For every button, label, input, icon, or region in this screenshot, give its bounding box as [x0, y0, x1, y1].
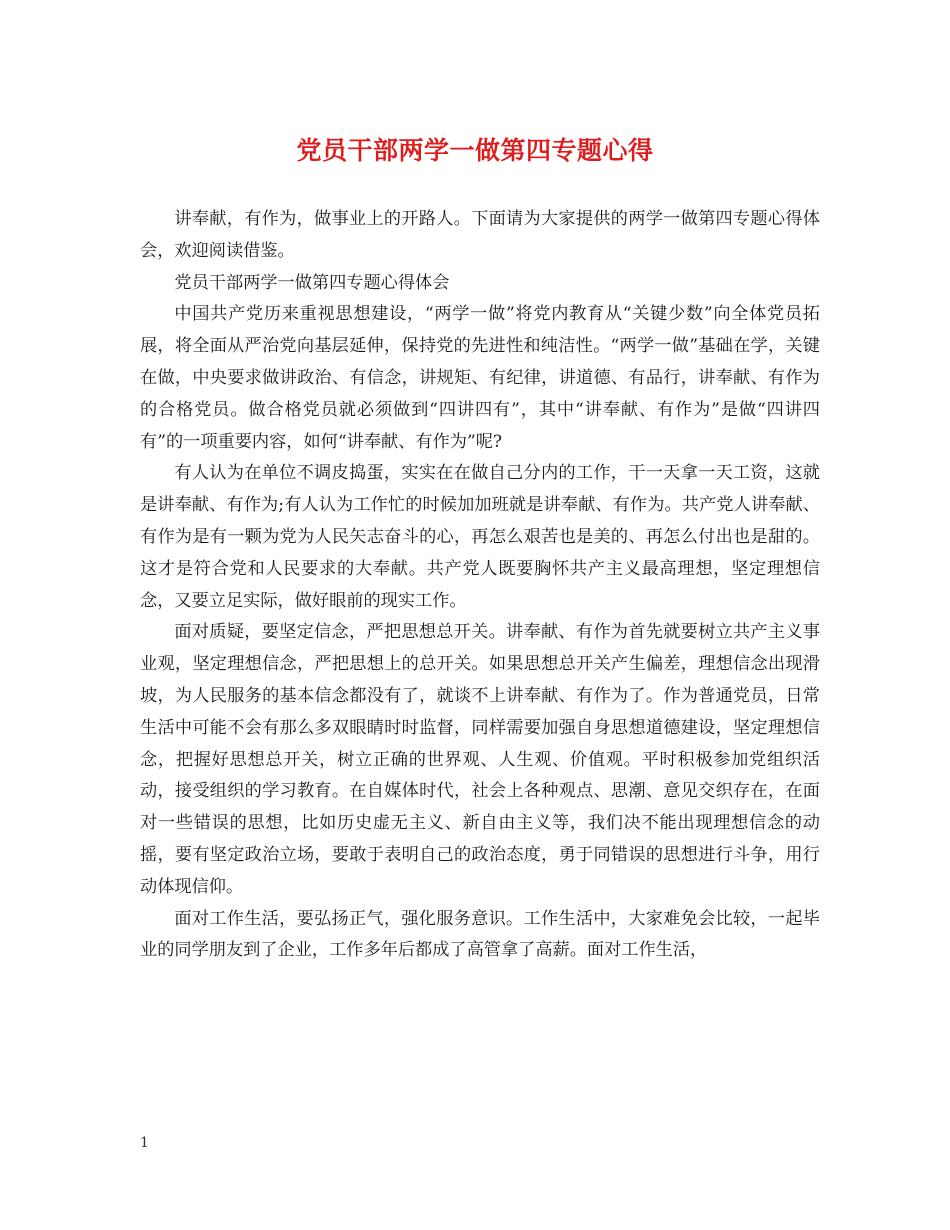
paragraph-3: 面对质疑，要坚定信念，严把思想总开关。讲奉献、有作为首先就要树立共产主义事业观，坚定理想信念，严把思想上的总开关。如果思想总开关产生偏差，理想信念出现滑坡，为人民服务的基本信念都没有了，就谈不上讲奉献、有作为了。作为普通党员，日常生活中可能不会有那么多双眼睛时时监督，同样需要加强自身思想道德建设，坚定理想信念，把握好思想总开关，树立正确的世界观、人生观、价值观。平时积极参加党组织活动，接受组织的学习教育。在自媒体时代，社会上各种观点、思潮、意见交织存在，在面对一些错误的思想，比如历史虚无主义、新自由主义等，我们决不能出现理想信念的动摇，要有坚定政治立场，要敢于表明自己的政治态度，勇于同错误的思想进行斗争，用行动体现信仰。 [140, 622, 820, 897]
paragraph-2: 有人认为在单位不调皮捣蛋，实实在在做自己分内的工作，干一天拿一天工资，这就是讲奉献、有作为;有人认为工作忙的时候加加班就是讲奉献、有作为。共产党人讲奉献、有作为是有一颗为党为人民矢志奋斗的心，再怎么艰苦也是美的、再怎么付出也是甜的。这才是符合党和人民要求的大奉献。共产党人既要胸怀共产主义最高理想，坚定理想信念，又要立足实际，做好眼前的现实工作。 [140, 463, 820, 611]
paragraph-subtitle: 党员干部两学一做第四专题心得体会 [174, 272, 450, 293]
paragraph-4: 面对工作生活，要弘扬正气，强化服务意识。工作生活中，大家难免会比较，一起毕业的同学朋友到了企业，工作多年后都成了高管拿了高薪。面对工作生活， [140, 908, 820, 961]
document-body [140, 204, 820, 967]
paragraph-intro: 讲奉献，有作为，做事业上的开路人。下面请为大家提供的两学一做第四专题心得体会，欢迎阅读借鉴。 [140, 209, 820, 261]
document-title: 党员干部两学一做第四专题心得 [296, 136, 654, 165]
paragraph-1: 中国共产党历来重视思想建设，“两学一做”将党内教育从“关键少数”向全体党员拓展，将全面从严治党向基层延伸，保持党的先进性和纯洁性。“两学一做”基础在学，关键在做，中央要求做讲政治、有信念，讲规矩、有纪律，讲道德、有品行，讲奉献、有作为的合格党员。做合格党员就必须做到“四讲四有”，其中“讲奉献、有作为”是做“四讲四有”的一项重要内容，如何“讲奉献、有作为”呢? [140, 304, 820, 452]
page-number: 1 [140, 1135, 149, 1151]
